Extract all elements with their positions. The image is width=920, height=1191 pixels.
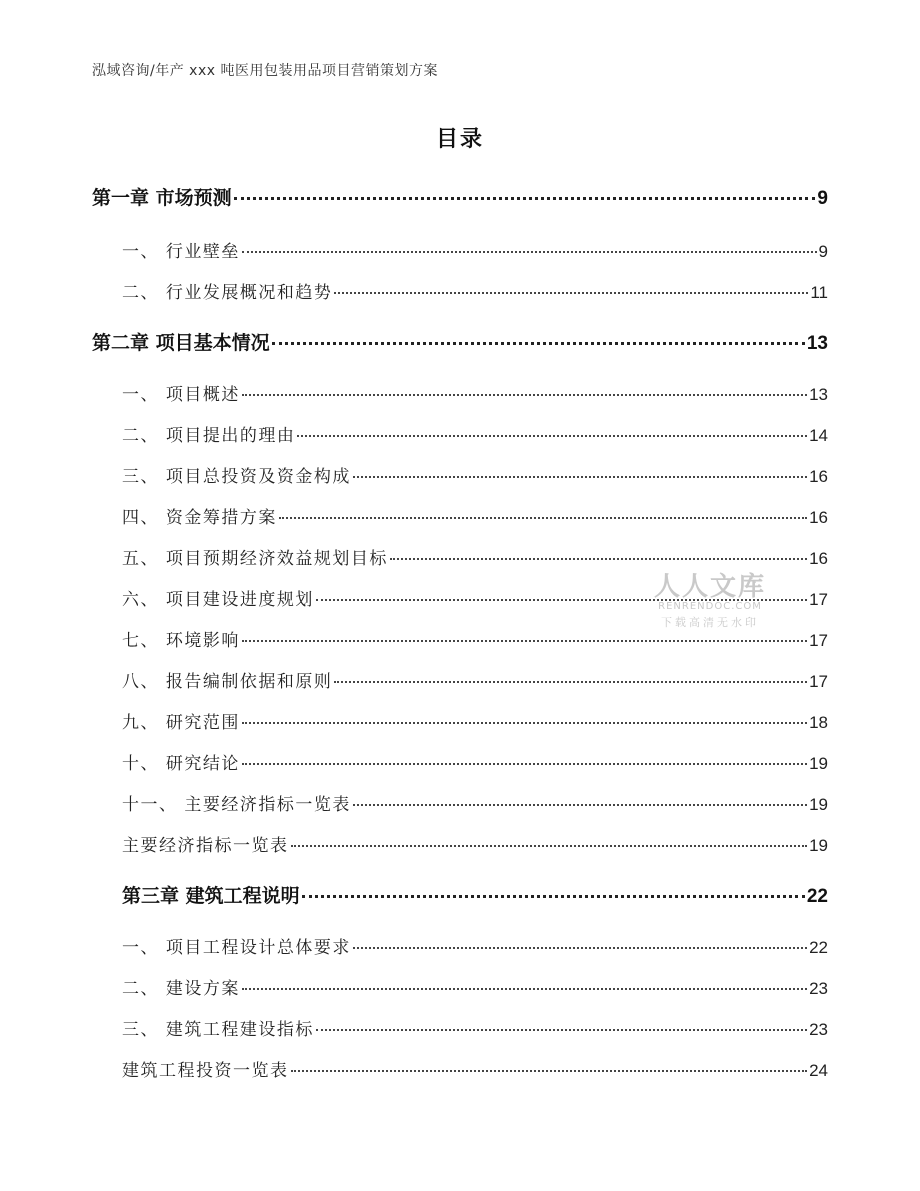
- toc-entry[interactable]: [122, 831, 828, 856]
- toc-entry[interactable]: [122, 237, 828, 262]
- toc-label: 九、 研究范围: [122, 713, 240, 733]
- toc-page: 19: [809, 795, 828, 814]
- watermark-site: RENRENDOC.COM: [658, 601, 762, 612]
- toc-entry[interactable]: [122, 503, 828, 528]
- toc-label: 一、 项目工程设计总体要求: [122, 938, 351, 958]
- toc-label: 六、 项目建设进度规划: [122, 590, 314, 610]
- toc-entry[interactable]: [122, 667, 828, 692]
- toc-page: 22: [809, 938, 828, 957]
- toc-leader: [353, 476, 807, 478]
- toc-label: 第二章 项目基本情况: [92, 332, 270, 354]
- toc-title: 目录: [435, 127, 484, 152]
- page-header: 泓域咨询/年产 xxx 吨医用包装用品项目营销策划方案: [92, 63, 438, 79]
- toc-label: 三、 建筑工程建设指标: [122, 1020, 314, 1040]
- toc-leader: [390, 558, 807, 560]
- toc-entry[interactable]: [122, 585, 828, 610]
- watermark-main: 人人文库: [653, 572, 766, 602]
- toc-page: 19: [809, 836, 828, 855]
- toc-leader: [291, 1070, 808, 1072]
- toc-label: 二、 建设方案: [122, 979, 240, 999]
- toc-page: 16: [809, 467, 828, 486]
- toc-page: 17: [809, 631, 828, 650]
- toc-page: 9: [817, 188, 828, 209]
- toc-entry[interactable]: [122, 749, 828, 774]
- toc-label: 一、 项目概述: [122, 385, 240, 405]
- toc-leader: [242, 988, 807, 990]
- toc-leader: [242, 394, 807, 396]
- toc-label: 建筑工程投资一览表: [122, 1061, 289, 1081]
- toc-entry[interactable]: [122, 421, 828, 446]
- toc-leader: [316, 1029, 807, 1031]
- toc-page: 14: [809, 426, 828, 445]
- toc-label: 主要经济指标一览表: [122, 836, 289, 856]
- toc-entry[interactable]: [122, 626, 828, 651]
- toc-leader: [316, 599, 807, 601]
- toc-leader: [297, 435, 807, 437]
- toc-chapter-3[interactable]: [122, 881, 828, 908]
- toc-label: 四、 资金筹措方案: [122, 508, 277, 528]
- toc-label: 一、 行业壁垒: [122, 242, 240, 262]
- toc-leader: [353, 804, 807, 806]
- toc-label: 三、 项目总投资及资金构成: [122, 467, 351, 487]
- toc-leader: [242, 722, 807, 724]
- toc-page: 9: [818, 242, 828, 261]
- toc-page: 23: [809, 979, 828, 998]
- toc-leader: [353, 947, 807, 949]
- toc-page: 23: [809, 1020, 828, 1039]
- toc-leader: [242, 763, 807, 765]
- toc-page: 11: [810, 283, 828, 302]
- toc-entry[interactable]: [122, 462, 828, 487]
- toc-page: 24: [809, 1061, 828, 1080]
- toc-entry[interactable]: [122, 380, 828, 405]
- toc-label: 二、 行业发展概况和趋势: [122, 283, 333, 303]
- toc-page: 22: [806, 886, 828, 907]
- toc-leader: [242, 251, 817, 253]
- toc-page: 13: [806, 333, 828, 354]
- toc-entry[interactable]: [122, 1015, 828, 1040]
- toc-entry[interactable]: [122, 933, 828, 958]
- toc-leader: [242, 640, 807, 642]
- toc-leader: [334, 292, 808, 294]
- toc-label: 八、 报告编制依据和原则: [122, 672, 333, 692]
- toc-entry[interactable]: [122, 544, 828, 569]
- toc-entry[interactable]: [122, 1056, 828, 1081]
- toc-entry[interactable]: [122, 790, 828, 815]
- toc-page: 18: [809, 713, 828, 732]
- toc-label: 七、 环境影响: [122, 631, 240, 651]
- toc-leader: [302, 895, 805, 898]
- toc-page: 17: [809, 672, 828, 691]
- toc-page: 19: [809, 754, 828, 773]
- toc-entry[interactable]: [122, 708, 828, 733]
- toc-leader: [234, 197, 816, 200]
- toc-leader: [291, 845, 808, 847]
- toc-label: 二、 项目提出的理由: [122, 426, 296, 446]
- toc-label: 十一、 主要经济指标一览表: [122, 795, 351, 815]
- toc-leader: [279, 517, 807, 519]
- toc-label: 十、 研究结论: [122, 754, 240, 774]
- toc-chapter-1[interactable]: [92, 183, 828, 210]
- toc-leader: [272, 342, 805, 345]
- toc-page: 16: [809, 508, 828, 527]
- watermark-note: 下载高清无水印: [661, 616, 759, 629]
- toc-label: 第一章 市场预测: [92, 187, 232, 209]
- toc-label: 五、 项目预期经济效益规划目标: [122, 549, 388, 569]
- toc-label: 第三章 建筑工程说明: [122, 885, 300, 907]
- toc-leader: [334, 681, 807, 683]
- toc-page: 13: [809, 385, 828, 404]
- toc-chapter-2[interactable]: [92, 328, 828, 355]
- toc-page: 16: [809, 549, 828, 568]
- toc-entry[interactable]: [122, 974, 828, 999]
- toc-entry[interactable]: [122, 278, 828, 303]
- toc-page: 17: [809, 590, 828, 609]
